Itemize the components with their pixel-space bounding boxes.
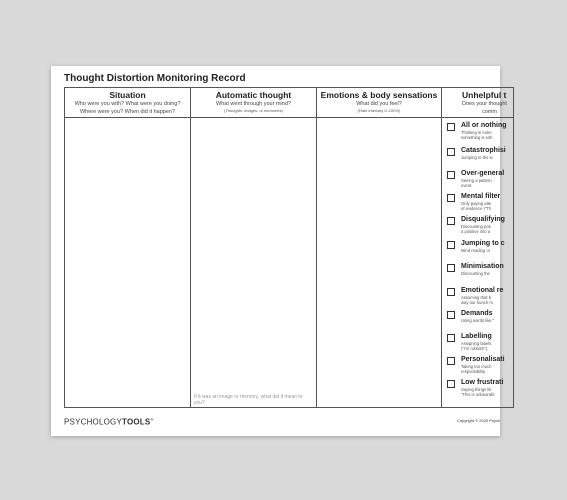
column-header-automatic-thought: Automatic thought What went through your mind? (Thoughts, images, or memories) (215, 90, 292, 113)
distortion-checkbox[interactable] (447, 311, 455, 319)
distortion-checkbox[interactable] (447, 380, 455, 388)
distortion-checkbox[interactable] (447, 171, 455, 179)
distortion-checkbox[interactable] (447, 264, 455, 272)
column-automatic-thought (191, 88, 317, 407)
column-header-emotions: Emotions & body sensations What did you feel? (Rate intensity 0–100%) (320, 90, 438, 113)
distortion-checkbox[interactable] (447, 288, 455, 296)
distortion-checkbox[interactable] (447, 357, 455, 365)
column-header-situation: Situation Who were you with? What were you doing? Where were you? When did it happen? (74, 90, 181, 115)
worksheet-page (51, 66, 507, 436)
distortion-checkbox[interactable] (447, 334, 455, 342)
column-unhelpful-thinking: Unhelpful t Does your thought comm All or nothing Thinking in extre something is eith Catastrophisi Jumping to the w Over-general Seeing a pattern event. Mental filter Only paying atte of evidence ("Th Disqualifying Discounting pos a positive into a Jumping to c Mind reading or Minimisation Discounting the Emotional re Assuming that b way our hunch m Demands Using words like " Labelling Assigning labels ("I'm rubbish"). Personalisati Taking too much responsibility. Low frustrati Saying things lik "This is unbearabl (442, 88, 562, 407)
column-emotions (317, 88, 442, 407)
distortion-checkbox[interactable] (447, 148, 455, 156)
distortion-checkbox[interactable] (447, 194, 455, 202)
copyright-notice: Copyright © 2020 Psych (457, 418, 501, 423)
page-title: Thought Distortion Monitoring Record (64, 73, 246, 84)
distortion-checkbox[interactable] (447, 123, 455, 131)
column-situation (65, 88, 191, 407)
column-header-unhelpful: Unhelpful t Does your thought comm (462, 90, 507, 115)
record-table (64, 87, 514, 408)
distortion-checkbox[interactable] (447, 241, 455, 249)
thought-prompt: If it was an image or memory, what did it mean to you? (194, 394, 303, 406)
psychology-tools-logo: PSYCHOLOGYTOOLS® (64, 417, 154, 427)
header-divider (65, 88, 513, 118)
distortion-checkbox[interactable] (447, 217, 455, 225)
